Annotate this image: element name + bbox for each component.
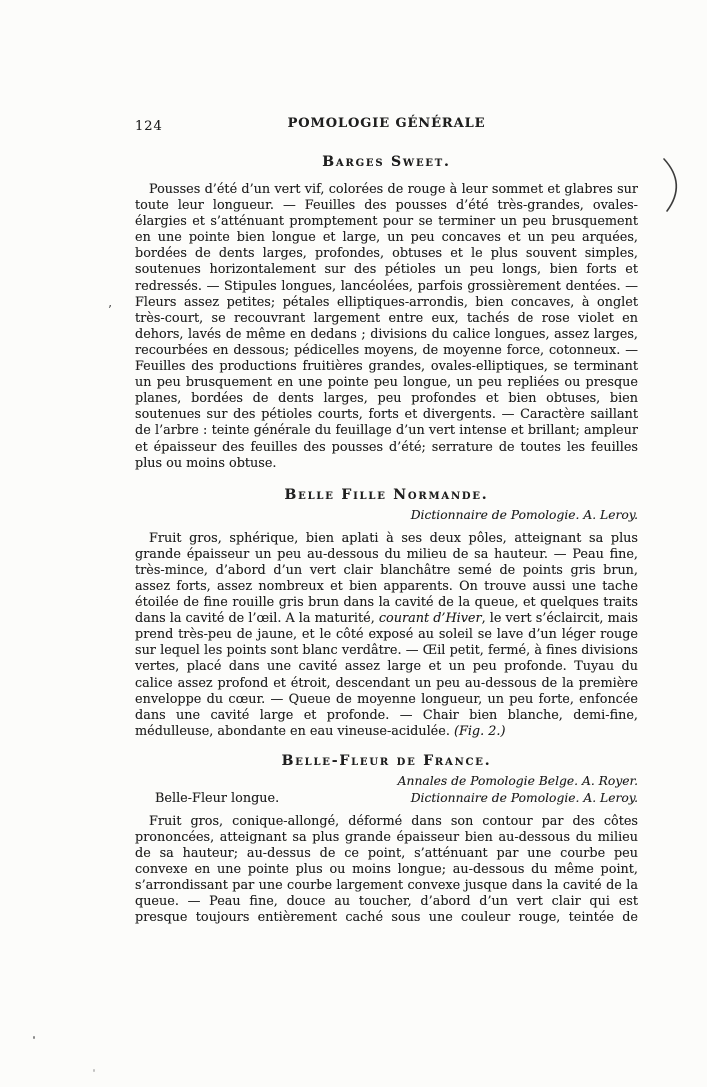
text-column [135,116,638,927]
entry-body-belle-fleur-de-france: Fruit gros, conique-allongé, déformé dans son contour par des côtes prononcées, atteignant sa plus grande épaisseur bien au-dessous du milieu de sa hauteur; au-dessus de ce point, s’atténuant par une courbe peu convexe en une pointe plus ou moins longue; au-dessous du même point, s’arrondissant par une courbe largement convexe jusque dans la cavité de la queue. — Peau fine, douce au toucher, d’abord d’un vert clair qui est presque toujours entièrement caché sous une couleur rouge, teintée de [135,813,638,926]
page-header [135,116,638,134]
citation-reference: Dictionnaire de Pomologie. A. Leroy. [410,507,638,522]
citation-reference: Dictionnaire de Pomologie. A. Leroy. [410,790,638,805]
synonym-citation-row [135,791,638,806]
entry-heading-belle-fille-normande: Belle Fille Normande. [284,486,489,503]
section-barges-sweet [135,154,638,472]
entry-body-barges-sweet: Pousses d’été d’un vert vif, colorées de rouge à leur sommet et glabres sur toute leur longueur. — Feuilles des pousses d’été très-grandes, ovales-élargies et s’atténuant promptement pour se terminer un peu brusquement en une pointe bien longue et large, un peu concaves et un peu arquées, bordées de dents larges, profondes, obtuses et le plus souvent simples, soutenues horizontalement sur des pétioles un peu longs, bien forts et redressés. — Stipules longues, lancéolées, parfois grossièrement dentées. — Fleurs assez petites; pétales elliptiques-arrondis, bien concaves, à onglet très-court, se recouvrant largement entre eux, tachés de rose violet en dehors, lavés de même en dedans ; divisions du calice longues, assez larges, recourbées en dessous; pédicelles moyens, de moyenne force, cotonneux. — Feuilles des productions fruitières grandes, ovales-elliptiques, se terminant un peu brusquement en une pointe peu longue, un peu repliées ou presque planes, bordées de dents larges, peu profondes et bien obtuses, bien soutenues sur des pétioles courts, forts et divergents. — Caractère saillant de l’arbre : teinte générale du feuillage d’un vert intense et brillant; ampleur et épaisseur des feuilles des pousses d’été; serrature de toutes les feuilles plus ou moins obtuse. [135,182,638,471]
scan-artifact-margin-mark: ’ [108,303,112,317]
synonym-label: Belle-Fleur longue. [155,790,280,806]
page-number: 124 [135,119,163,134]
scan-speck [33,1036,35,1039]
scan-speck [93,1069,95,1072]
entry-heading-belle-fleur-de-france: Belle-Fleur de France. [281,752,492,769]
entry-heading-barges-sweet: Barges Sweet. [322,154,451,170]
citation-reference: Annales de Pomologie Belge. A. Royer. [397,773,638,788]
section-belle-fleur-de-france [135,753,638,927]
section-belle-fille-normande [135,487,638,740]
scan-artifact-curve [660,156,690,214]
entry-body-belle-fille-normande: Fruit gros, sphérique, bien aplati à ses deux pôles, atteignant sa plus grande épaisseur un peu au-dessous du milieu de sa hauteur. — Peau fine, très-mince, d’abord d’un vert clair blanchâtre semé de points gris brun, assez forts, assez nombreux et bien apparents. On trouve aussi une tache étoilée de fine rouille gris brun dans la cavité de la queue, et quelques traits dans la cavité de l’œil. A la maturité, courant d’Hiver, le vert s’éclaircit, mais prend très-peu de jaune, et le côté exposé au soleil se lave d’un léger rouge sur lequel les points sont blanc verdâtre. — Œil petit, fermé, à fines divisions vertes, placé dans une cavité assez large et un peu profonde. Tuyau du calice assez profond et étroit, descendant un peu au-dessous de la première enveloppe du cœur. — Queue de moyenne longueur, un peu forte, enfoncée dans une cavité large et profonde. — Chair bien blanche, demi-fine, médulleuse, abondante en eau vineuse-acidulée. (Fig. 2.) [135,530,639,739]
running-title: POMOLOGIE GÉNÉRALE [287,116,486,131]
